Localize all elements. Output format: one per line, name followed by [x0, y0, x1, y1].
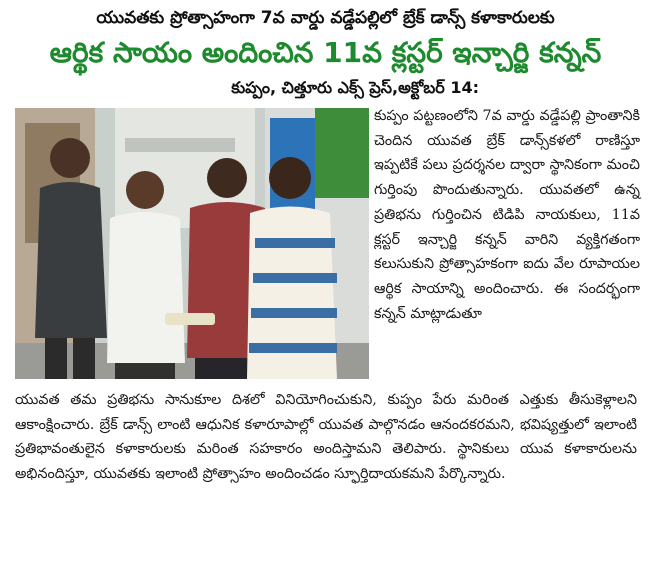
article-paragraph-full: యువత తమ ప్రతిభను సానుకూల దిశలో వినియోగించుకుని, కుప్పం పేరు మరింత ఎత్తుకు తీసుకెళ్లాలని ఆకాంక్షించారు. బ్రేక్ డాన్స్ లాంటి ఆధునిక కళారూపాల్లో యువత పాల్గొనడం ఆనందకరమని, భవిష్యత్తులో ఇలాంటి ప్రతిభావంతులైన కళాకారులకు మరింత సహకారం అందిస్తామని తెలిపారు. స్థానికులు యువ కళాకారులను అభినందిస్తూ, యువతకు ఇలాంటి ప్రోత్సాహం అందించడం స్ఫూర్తిదాయకమని పేర్కొన్నారు.	[15, 392, 637, 483]
person-2-legs	[115, 363, 175, 379]
person-4-stripe-2	[253, 273, 337, 283]
person-2-body	[107, 212, 185, 363]
person-4-stripe-4	[249, 343, 337, 353]
article-column-full	[15, 388, 637, 487]
person-4-stripe-3	[251, 308, 337, 318]
group-photo	[15, 108, 369, 379]
article-body	[12, 104, 639, 564]
dateline: కుప్పం, చిత్తూరు ఎక్స్ ప్రెస్,అక్టోబర్ 14:	[231, 78, 479, 97]
kicker-line: యువతకు ప్రోత్సాహంగా 7వ వార్డు వడ్డేపల్లిలో బ్రేక్ డాన్స్ కళాకారులకు	[96, 8, 555, 28]
group-photo-illustration	[15, 108, 369, 379]
article-column-right	[374, 104, 640, 326]
person-1-leg-right	[73, 338, 95, 379]
article-paragraph-right: కుప్పం పట్టణంలోని 7వ వార్డు వడ్డేపల్లి ప్రాంతానికి చెందిన యువత బ్రేక్ డాన్స్‌కళలో రాణిస్తూ ఇప్పటికే పలు ప్రదర్శనల ద్వారా స్థానికంగా మంచి గుర్తింపు పొందుతున్నారు. యువతలో ఉన్న ప్రతిభను గుర్తించిన టిడిపి నాయకులు, 11వ క్లస్టర్ ఇన్చార్జి కన్నన్ వారిని వ్యక్తిగతంగా కలుసుకుని ప్రోత్సాహకంగా ఐదు వేల రూపాయల ఆర్థిక సాయాన్ని అందించారు. ఈ సందర్భంగా కన్నన్ మాట్లాడుతూ	[374, 108, 640, 322]
currency-note	[165, 313, 215, 325]
person-3-head	[207, 158, 247, 198]
person-1-leg-left	[45, 338, 67, 379]
headline: ఆర్థిక సాయం అందించిన 11వ క్లస్టర్ ఇన్చార్జి కన్నన్	[49, 36, 602, 69]
person-4-body	[247, 207, 337, 380]
photo-balcony	[125, 138, 235, 152]
person-1-head	[50, 138, 90, 178]
person-2-head	[126, 171, 164, 209]
person-4-head	[269, 157, 311, 199]
person-4-stripe-1	[255, 238, 335, 248]
person-1-body	[35, 182, 107, 338]
photo-tree	[315, 108, 369, 198]
